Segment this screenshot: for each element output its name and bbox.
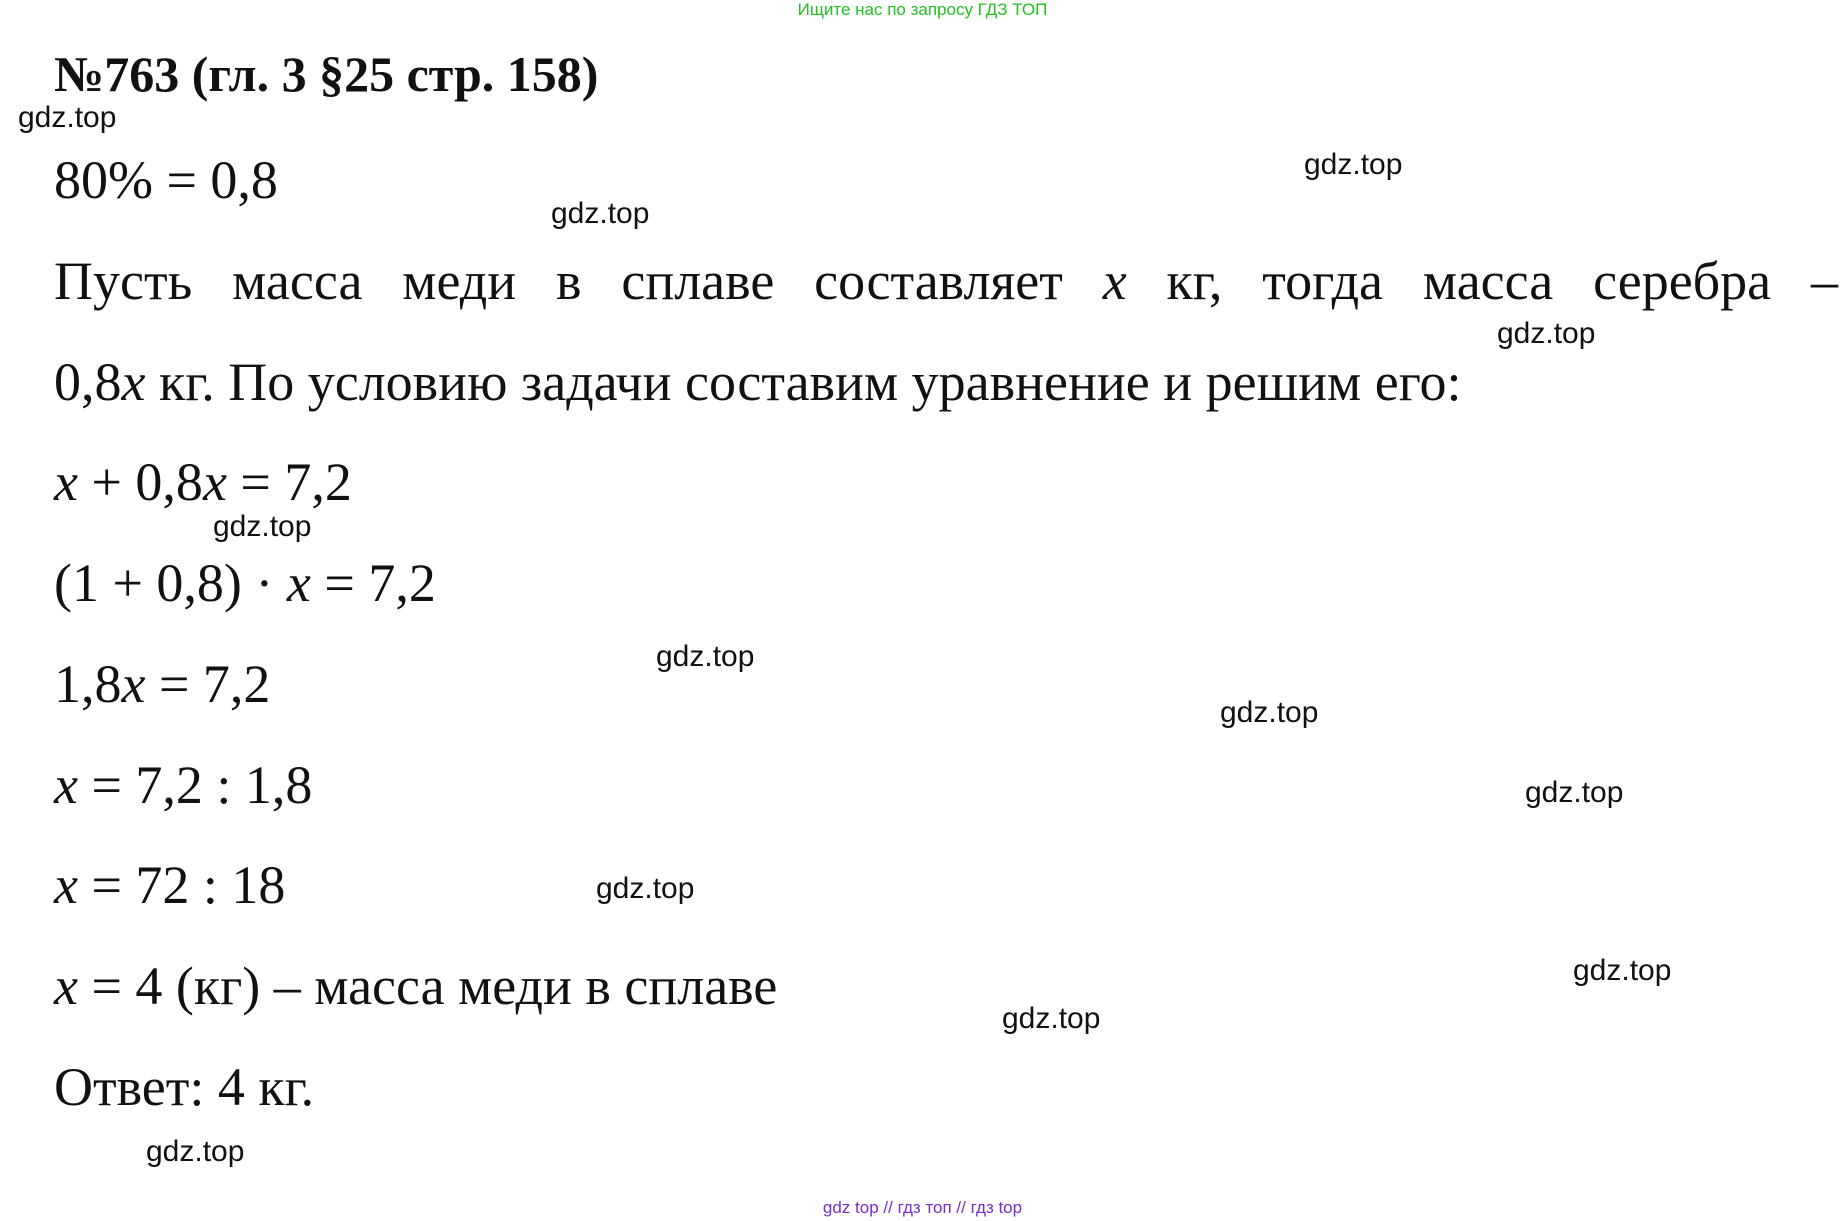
text-segment: = 7,2 <box>310 553 436 613</box>
top-banner: Ищите нас по запросу ГДЗ ТОП <box>797 0 1048 19</box>
text-segment: 1,8 <box>54 654 122 714</box>
watermark: gdz.top <box>596 872 695 905</box>
paragraph-line-1 <box>54 249 1838 313</box>
word: составляет <box>814 251 1063 311</box>
equation-6 <box>54 954 777 1018</box>
text-segment: = 7,2 <box>145 654 271 714</box>
word: масса <box>232 251 363 311</box>
problem-title: №763 (гл. 3 §25 стр. 158) <box>54 46 599 102</box>
variable-x: x <box>121 654 146 714</box>
word: – <box>1811 251 1838 311</box>
watermark: gdz.top <box>1220 696 1319 729</box>
word: меди <box>402 251 517 311</box>
watermark: gdz.top <box>213 510 312 543</box>
watermark: gdz.top <box>146 1135 245 1168</box>
paragraph-line-2 <box>54 350 1462 414</box>
text-segment: = 72 : 18 <box>77 855 286 915</box>
word: кг, <box>1166 251 1223 311</box>
text-segment: 0,8 <box>54 352 122 412</box>
percent-line: 80% = 0,8 <box>54 150 278 210</box>
variable-x: x <box>54 452 78 512</box>
variable-x: x <box>54 755 78 815</box>
word: Пусть <box>54 251 193 311</box>
variable-x: x <box>286 553 311 613</box>
watermark: gdz.top <box>1573 954 1672 987</box>
answer-line: Ответ: 4 кг. <box>54 1057 315 1117</box>
word: в <box>555 251 582 311</box>
text-segment: = 7,2 <box>226 452 352 512</box>
variable-x: x <box>1102 251 1127 311</box>
text-segment: = 7,2 : 1,8 <box>77 755 313 815</box>
variable-x: x <box>54 956 78 1016</box>
watermark: gdz.top <box>18 101 117 134</box>
watermark: gdz.top <box>1497 317 1596 350</box>
footer-links: gdz top // гдз топ // гдз top <box>822 1198 1023 1217</box>
word: серебра <box>1593 251 1772 311</box>
text-segment: (1 + 0,8) · <box>54 553 287 613</box>
watermark: gdz.top <box>1304 148 1403 181</box>
word: сплаве <box>621 251 775 311</box>
equation-3 <box>54 652 270 716</box>
word: масса <box>1422 251 1554 311</box>
variable-x: x <box>202 452 227 512</box>
word: тогда <box>1262 251 1384 311</box>
watermark: gdz.top <box>1525 776 1624 809</box>
text-segment: = 4 (кг) – масса меди в сплаве <box>77 956 778 1016</box>
text-segment: кг. По условию задачи составим уравнение и решим его: <box>145 352 1462 412</box>
equation-1 <box>54 450 352 514</box>
equation-2 <box>54 551 436 615</box>
watermark: gdz.top <box>656 640 755 673</box>
watermark: gdz.top <box>551 197 650 230</box>
watermark: gdz.top <box>1002 1002 1101 1035</box>
variable-x: x <box>54 855 78 915</box>
equation-5 <box>54 853 285 917</box>
text-segment: + 0,8 <box>77 452 203 512</box>
equation-4 <box>54 753 312 817</box>
variable-x: x <box>121 352 146 412</box>
